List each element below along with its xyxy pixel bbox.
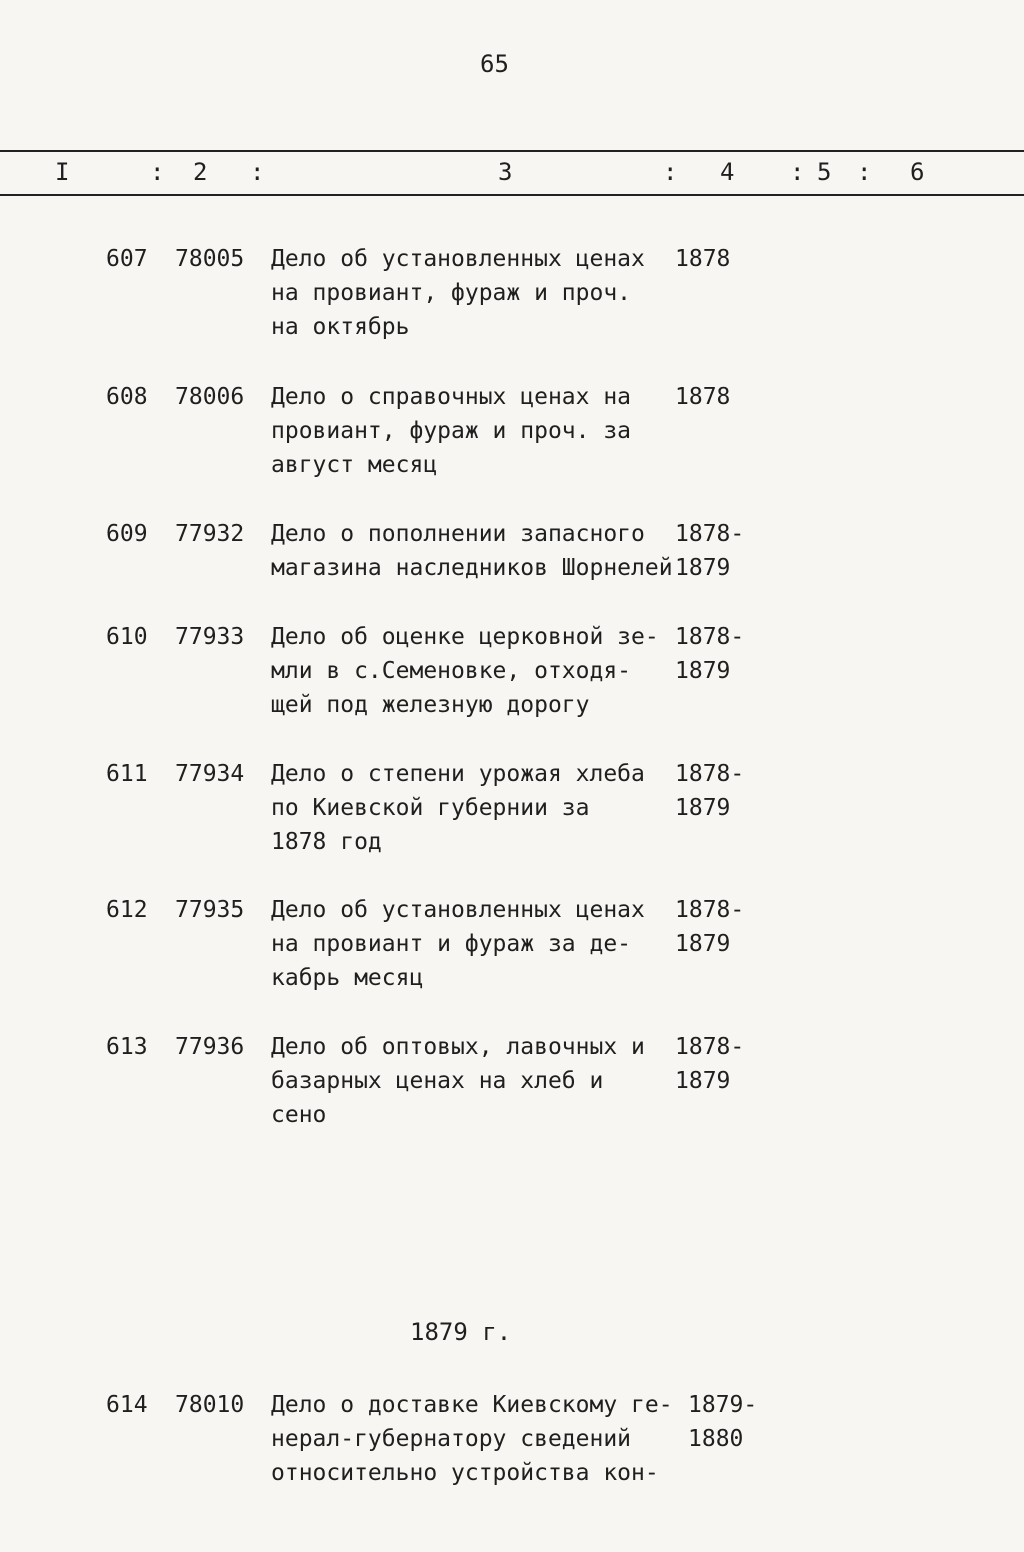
entry-number: 608: [106, 384, 148, 410]
year-value: 1879: [675, 795, 731, 821]
description-line: щей под железную дорогу: [271, 692, 590, 718]
archive-number: 78010: [175, 1392, 245, 1418]
year-value: 1878-: [675, 521, 745, 547]
year-value: 1878-: [675, 624, 745, 650]
description-line: на октябрь: [271, 314, 410, 340]
year-value: 1878-: [675, 1034, 745, 1060]
header-separator: :: [250, 158, 265, 186]
entry-years: [675, 620, 744, 688]
entry-number: 610: [106, 624, 148, 650]
year-value: 1878-: [675, 897, 745, 923]
page-number: 65: [480, 50, 509, 78]
entry-number: 614: [106, 1392, 148, 1418]
entry-years: [675, 757, 744, 825]
entry-description: [271, 893, 671, 995]
description-line: магазина наследников Шорнелей: [271, 555, 673, 581]
description-line: на провиант и фураж за де-: [271, 931, 632, 957]
year-value: 1880: [688, 1426, 744, 1452]
year-value: 1879: [675, 931, 731, 957]
description-line: относительно устройства кон-: [271, 1460, 659, 1486]
description-line: на провиант, фураж и проч.: [271, 280, 632, 306]
archive-number: 77936: [175, 1034, 245, 1060]
header-col-3: 3: [498, 158, 513, 186]
header-col-6: 6: [910, 158, 925, 186]
description-line: провиант, фураж и проч. за: [271, 418, 632, 444]
archive-number: 78005: [175, 246, 245, 272]
description-line: сено: [271, 1102, 327, 1128]
header-separator: :: [790, 158, 805, 186]
header-col-4: 4: [720, 158, 735, 186]
description-line: кабрь месяц: [271, 965, 424, 991]
entry-description: [271, 757, 671, 859]
description-line: 1878 год: [271, 829, 382, 855]
entry-description: [271, 380, 671, 482]
archive-number: 77932: [175, 521, 245, 547]
header-rule-bottom: [0, 194, 1024, 196]
entry-description: [271, 517, 671, 585]
year-value: 1879: [675, 1068, 731, 1094]
entry-number: 611: [106, 761, 148, 787]
description-line: Дело о доставке Киевскому ге-: [271, 1392, 673, 1418]
entry-description: [271, 1030, 671, 1132]
entry-description: [271, 242, 671, 344]
description-line: Дело об оптовых, лавочных и: [271, 1034, 645, 1060]
description-line: мли в с.Семеновке, отходя-: [271, 658, 632, 684]
year-value: 1878-: [675, 761, 745, 787]
year-value: 1878: [675, 246, 731, 272]
header-separator: :: [857, 158, 872, 186]
header-separator: :: [150, 158, 165, 186]
entry-years: [675, 1030, 744, 1098]
description-line: Дело о справочных ценах на: [271, 384, 632, 410]
year-value: 1879: [675, 555, 731, 581]
year-value: 1879: [675, 658, 731, 684]
archive-number: 77933: [175, 624, 245, 650]
entry-years: [675, 380, 730, 414]
archive-number: 77935: [175, 897, 245, 923]
entry-number: 613: [106, 1034, 148, 1060]
entry-years: [675, 242, 730, 276]
description-line: Дело о степени урожая хлеба: [271, 761, 645, 787]
section-heading: 1879 г.: [410, 1318, 512, 1346]
header-col-5: 5: [817, 158, 832, 186]
description-line: Дело об оценке церковной зе-: [271, 624, 659, 650]
archive-number: 78006: [175, 384, 245, 410]
header-separator: :: [663, 158, 678, 186]
archive-number: 77934: [175, 761, 245, 787]
header-col-1: I: [55, 158, 70, 186]
description-line: Дело о пополнении запасного: [271, 521, 645, 547]
description-line: Дело об установленных ценах: [271, 897, 645, 923]
entry-number: 607: [106, 246, 148, 272]
description-line: нерал-губернатору сведений: [271, 1426, 632, 1452]
description-line: базарных ценах на хлеб и: [271, 1068, 604, 1094]
year-value: 1879-: [688, 1392, 758, 1418]
description-line: август месяц: [271, 452, 438, 478]
description-line: по Киевской губернии за: [271, 795, 590, 821]
entry-description: [271, 1388, 671, 1490]
entry-number: 609: [106, 521, 148, 547]
entry-years: [675, 517, 744, 585]
entry-description: [271, 620, 671, 722]
description-line: Дело об установленных ценах: [271, 246, 645, 272]
year-value: 1878: [675, 384, 731, 410]
entry-years: [688, 1388, 757, 1456]
header-rule-top: [0, 150, 1024, 152]
header-col-2: 2: [193, 158, 208, 186]
entry-years: [675, 893, 744, 961]
entry-number: 612: [106, 897, 148, 923]
